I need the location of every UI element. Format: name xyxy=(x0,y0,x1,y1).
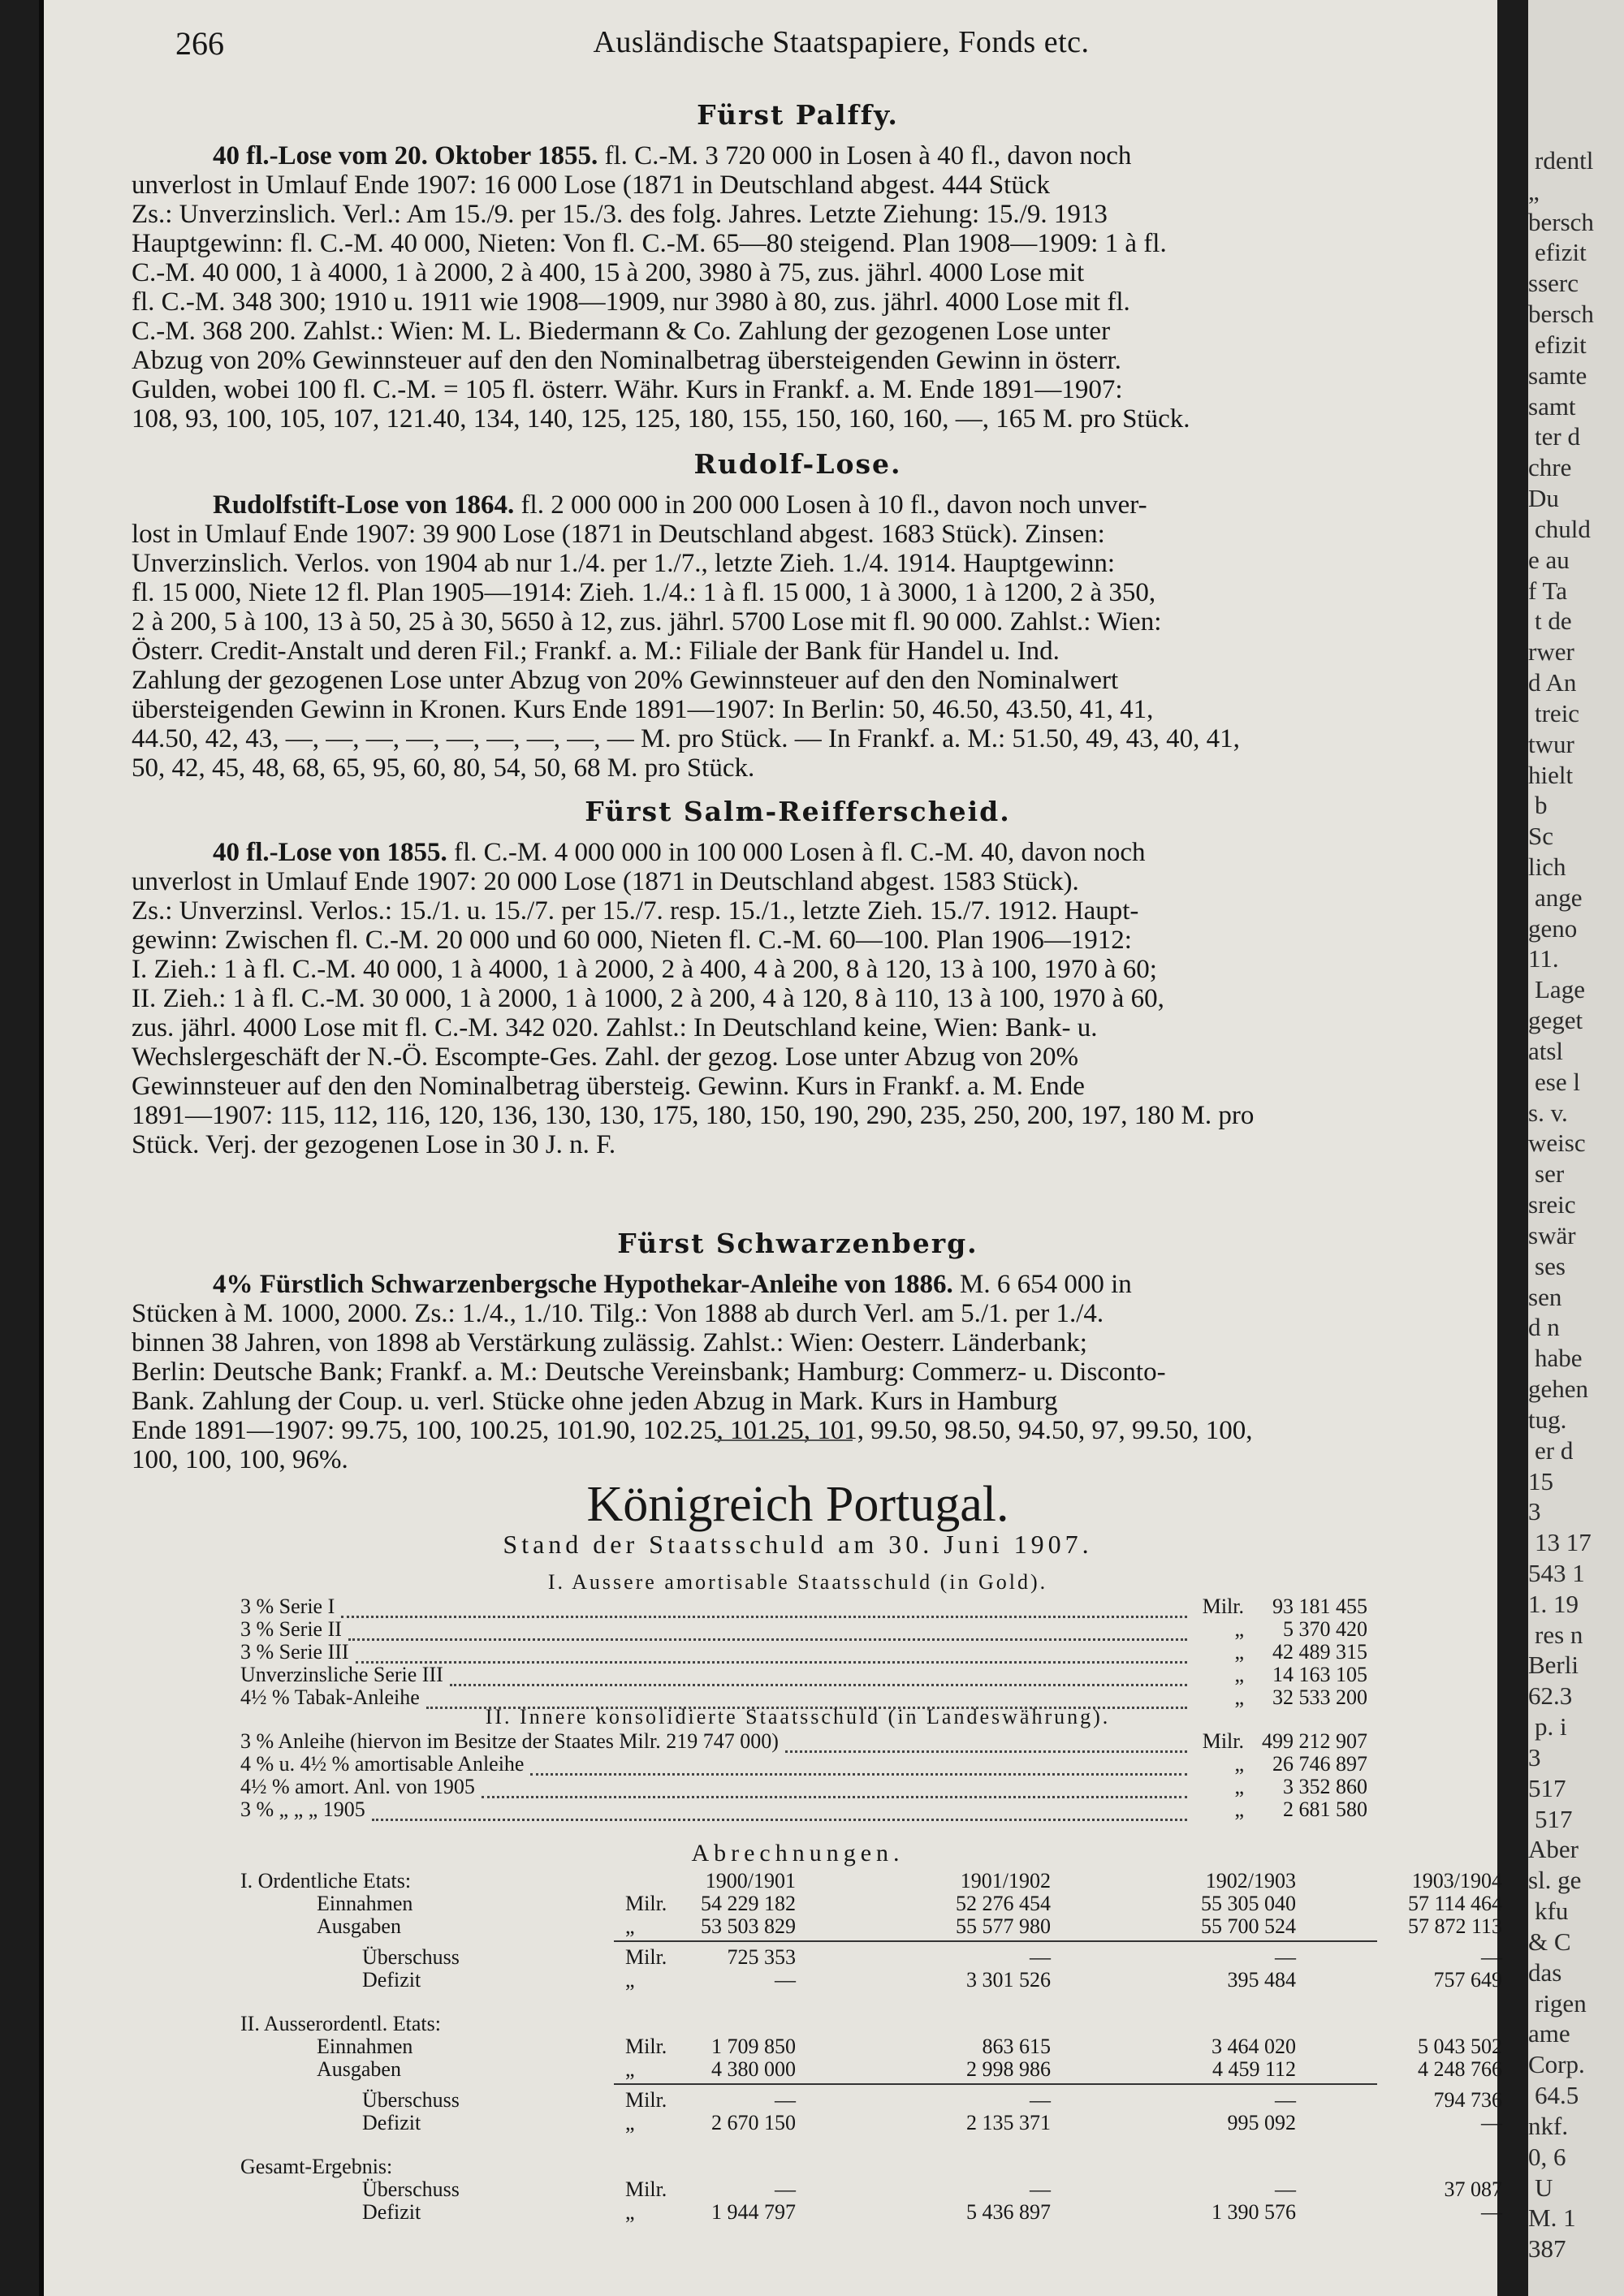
section-paragraph xyxy=(132,838,1449,1159)
section-title: Fürst Salm-Reifferscheid. xyxy=(585,796,1011,827)
etat-heading-row xyxy=(240,1869,1502,1892)
row-value: — xyxy=(1275,1945,1296,1969)
text-line: 2 à 200, 5 à 100, 13 à 50, 25 à 30, 5650 à 12, zus. jährl. 5700 Lose mit fl. 90 000. Zahlst.: Wien: xyxy=(132,607,1162,637)
text-line: Abzug von 20% Gewinnsteuer auf den den Nominalbetrag übersteigenden Gewinn in österr. xyxy=(132,346,1121,375)
fragment-text: res n xyxy=(1535,1621,1583,1649)
debt-amount: 93 181 455 xyxy=(1272,1595,1367,1618)
debt-row xyxy=(240,1752,1377,1775)
fragment-text: ter d xyxy=(1535,422,1580,451)
text-line: Zs.: Unverzinsl. Verlos.: 15./1. u. 15./7. per 15./7. resp. 15./1., letzte Zieh. 15./7. 1912. Haupt- xyxy=(132,896,1139,926)
issue-terms: fl. C.-M. 4 000 000 in 100 000 Losen à fl. C.-M. 40, davon noch xyxy=(447,838,1146,867)
debt-label: 3 % Serie II xyxy=(240,1617,342,1641)
fragment-text: samt xyxy=(1528,392,1576,421)
row-value: — xyxy=(775,2088,796,2112)
row-value: 55 700 524 xyxy=(1201,1914,1296,1938)
fragment-text: rwer xyxy=(1528,637,1574,666)
fragment-text: hielt xyxy=(1528,761,1574,789)
row-value: — xyxy=(1030,2088,1051,2112)
text-line: 1891—1907: 115, 112, 116, 120, 136, 130, 130, 175, 180, 150, 190, 290, 235, 250, 200, 197, 180 M. pro xyxy=(132,1101,1255,1130)
fragment-text: atsl xyxy=(1528,1037,1564,1065)
fragment-text: 3 xyxy=(1528,1497,1541,1526)
section-title: Fürst Schwarzenberg. xyxy=(617,1228,978,1259)
dot-leader xyxy=(785,1729,1187,1753)
row-unit: Milr. xyxy=(625,1892,667,1915)
fragment-text: bersch xyxy=(1528,300,1594,328)
fragment-text: 62.3 xyxy=(1528,1681,1573,1710)
debt-label: 3 % Anleihe (hiervon im Besitze der Staates Milr. 219 747 000) xyxy=(240,1729,779,1753)
issue-terms: fl. C.-M. 3 720 000 in Losen à 40 fl., davon noch xyxy=(598,141,1132,170)
dot-leader xyxy=(450,1663,1187,1686)
row-value: 725 353 xyxy=(727,1945,796,1969)
text-line: Gulden, wobei 100 fl. C.-M. = 105 fl. österr. Währ. Kurs in Frankf. a. M. Ende 1891—1907: xyxy=(132,375,1123,404)
fragment-text: 517 xyxy=(1528,1774,1566,1802)
row-value: 1 709 850 xyxy=(711,2035,796,2058)
row-label: Gesamt-Ergebnis: xyxy=(240,2155,393,2178)
text-line: Gewinnsteuer auf den den Nominalbetrag übersteig. Gewinn. Kurs in Frankf. a. M. Ende xyxy=(132,1072,1085,1101)
debt-unit: Milr. xyxy=(1202,1729,1244,1753)
dot-leader xyxy=(482,1775,1187,1798)
text-line xyxy=(132,490,1449,520)
fragment-text: t de xyxy=(1535,606,1572,635)
row-label: Defizit xyxy=(362,1968,421,1992)
row-unit: Milr. xyxy=(625,2035,667,2058)
fragment-text: samte xyxy=(1528,361,1587,390)
fragment-text: s. v. xyxy=(1528,1098,1568,1127)
row-value: — xyxy=(1275,2177,1296,2201)
debt-unit: Milr. xyxy=(1202,1595,1244,1618)
fragment-text: Aber xyxy=(1528,1835,1579,1863)
fragment-text: 0, 6 xyxy=(1528,2143,1566,2171)
section-paragraph xyxy=(132,1270,1449,1474)
debt-amount: 499 212 907 xyxy=(1262,1729,1367,1753)
debt-unit: „ xyxy=(1234,1752,1244,1776)
debt-label: 4½ % Tabak-Anleihe xyxy=(240,1685,420,1709)
debt-label: 4½ % amort. Anl. von 1905 xyxy=(240,1775,475,1798)
fragment-text: geno xyxy=(1528,914,1578,943)
fragment-text: treic xyxy=(1535,699,1580,727)
country-title: Königreich Portugal. xyxy=(586,1477,1009,1532)
row-value: 55 305 040 xyxy=(1201,1892,1296,1915)
debt-unit: „ xyxy=(1234,1617,1244,1641)
debt-row xyxy=(240,1663,1377,1685)
row-unit: Milr. xyxy=(625,2177,667,2201)
fragment-text: 543 1 xyxy=(1528,1559,1585,1587)
issue-name: 4% Fürstlich Schwarzenbergsche Hypothekar-Anleihe von 1886. xyxy=(213,1270,953,1299)
fragment-text: b xyxy=(1535,791,1548,819)
fragment-text: rdentl xyxy=(1535,146,1594,175)
row-value: 995 092 xyxy=(1227,2111,1296,2134)
debt-row xyxy=(240,1617,1377,1640)
text-line: Ende 1891—1907: 99.75, 100, 100.25, 101.90, 102.25, 101.25, 101, 99.50, 98.50, 94.50, 97, 99.50, 100, xyxy=(132,1416,1253,1445)
row-value: 1 944 797 xyxy=(711,2200,796,2224)
accounts-row xyxy=(240,1945,1502,1969)
debt-amount: 2 681 580 xyxy=(1283,1798,1367,1821)
text-line: C.-M. 40 000, 1 à 4000, 1 à 2000, 2 à 400, 15 à 200, 3980 à 75, zus. jährl. 4000 Lose mit xyxy=(132,258,1085,287)
debt-amount: 42 489 315 xyxy=(1272,1640,1367,1664)
row-value: 863 615 xyxy=(982,2035,1051,2058)
fragment-text: chuld xyxy=(1535,515,1591,543)
fragment-text: M. 1 xyxy=(1528,2203,1576,2232)
accounts-row xyxy=(240,2035,1502,2058)
text-line: I. Zieh.: 1 à fl. C.-M. 40 000, 1 à 4000, 1 à 2000, 2 à 400, 4 à 200, 8 à 120, 13 à 100, 1970 à 60; xyxy=(132,955,1157,984)
debt-label: Unverzinsliche Serie III xyxy=(240,1663,443,1686)
text-line: Unverzinslich. Verlos. von 1904 ab nur 1./4. per 1./7., letzte Zieh. 1./4. 1914. Hauptgewinn: xyxy=(132,549,1115,578)
fragment-text: & C xyxy=(1528,1927,1571,1956)
text-line: zus. jährl. 4000 Lose mit fl. C.-M. 342 020. Zahlst.: In Deutschland keine, Wien: Bank- u. xyxy=(132,1013,1098,1042)
debt-amount: 3 352 860 xyxy=(1283,1775,1367,1798)
fragment-text: 64.5 xyxy=(1535,2081,1579,2109)
text-line: binnen 38 Jahren, von 1898 ab Verstärkung zulässig. Zahlst.: Wien: Oesterr. Länderbank; xyxy=(132,1328,1087,1357)
row-value: 3 301 526 xyxy=(966,1968,1051,1992)
row-unit: „ xyxy=(625,2111,635,2134)
issue-name: 40 fl.-Lose vom 20. Oktober 1855. xyxy=(213,141,598,170)
issue-terms: fl. 2 000 000 in 200 000 Losen à 10 fl., davon noch unver- xyxy=(514,490,1147,520)
fragment-text: weisc xyxy=(1528,1129,1586,1157)
dot-leader xyxy=(356,1640,1187,1664)
text-line: Stück. Verj. der gezogenen Lose in 30 J. n. F. xyxy=(132,1130,616,1159)
fragment-text: 1. 19 xyxy=(1528,1590,1579,1618)
row-value: 1 390 576 xyxy=(1212,2200,1296,2224)
debt-amount: 14 163 105 xyxy=(1272,1663,1367,1686)
fragment-text: ese l xyxy=(1535,1068,1580,1096)
row-label: Ausgaben xyxy=(317,1914,401,1938)
fragment-text: d An xyxy=(1528,668,1577,697)
row-label: Defizit xyxy=(362,2200,421,2224)
row-value: — xyxy=(1481,2200,1502,2224)
fragment-text: efizit xyxy=(1535,330,1587,359)
country-subtitle: Stand der Staatsschuld am 30. Juni 1907. xyxy=(503,1530,1093,1559)
accounts-row xyxy=(240,1968,1502,1992)
fragment-text: Berli xyxy=(1528,1651,1579,1679)
fragment-text: er d xyxy=(1535,1436,1574,1465)
dot-leader xyxy=(341,1595,1187,1618)
row-value: 57 872 113 xyxy=(1407,1914,1502,1938)
row-value: 4 248 766 xyxy=(1418,2057,1502,2081)
row-value: 2 998 986 xyxy=(966,2057,1051,2081)
text-line: 44.50, 42, 43, —, —, —, —, —, —, —, —, — M. pro Stück. — In Frankf. a. M.: 51.50, 49, 43, 40, 41, xyxy=(132,724,1240,753)
debt-row xyxy=(240,1729,1377,1752)
row-unit: „ xyxy=(625,2200,635,2224)
row-value: 1902/1903 xyxy=(1205,1869,1296,1892)
row-value: 1903/1904 xyxy=(1411,1869,1502,1892)
text-line: übersteigenden Gewinn in Kronen. Kurs Ende 1891—1907: In Berlin: 50, 46.50, 43.50, 41, 41, xyxy=(132,695,1154,724)
fragment-text: tug. xyxy=(1528,1405,1567,1434)
fragment-text: 15 xyxy=(1528,1467,1553,1495)
fragment-text: e au xyxy=(1528,546,1570,574)
row-value: — xyxy=(775,1968,796,1992)
fragment-text: sen xyxy=(1528,1283,1562,1311)
row-label: I. Ordentliche Etats: xyxy=(240,1869,412,1892)
fragment-text: twur xyxy=(1528,730,1574,758)
row-value: — xyxy=(1030,1945,1051,1969)
fragment-text: sreic xyxy=(1528,1190,1576,1219)
debt-section-title: I. Aussere amortisable Staatsschuld (in Gold). xyxy=(547,1570,1048,1594)
debt-amount: 32 533 200 xyxy=(1272,1685,1367,1709)
text-line: fl. 15 000, Niete 12 fl. Plan 1905—1914: Zieh. 1./4.: 1 à fl. 15 000, 1 à 3000, 1 à 1200, 2 à 350, xyxy=(132,578,1156,607)
fragment-text: sl. ge xyxy=(1528,1866,1582,1894)
text-line: Österr. Credit-Anstalt und deren Fil.; Frankf. a. M.: Filiale der Bank für Handel u. Ind. xyxy=(132,637,1060,666)
dot-leader xyxy=(372,1798,1187,1821)
fragment-text: „ xyxy=(1528,177,1540,205)
row-value: 52 276 454 xyxy=(956,1892,1051,1915)
debt-label: 3 % Serie III xyxy=(240,1640,349,1664)
debt-unit: „ xyxy=(1234,1775,1244,1798)
row-unit: Milr. xyxy=(625,1945,667,1969)
section-title: Rudolf-Lose. xyxy=(693,448,902,480)
text-line: Stücken à M. 1000, 2000. Zs.: 1./4., 1./10. Tilg.: Von 1888 ab durch Verl. am 5./1. per 1./4. xyxy=(132,1299,1104,1328)
row-value: 2 135 371 xyxy=(966,2111,1051,2134)
etat-heading-row xyxy=(240,2155,1377,2177)
text-line: 108, 93, 100, 105, 107, 121.40, 134, 140, 125, 125, 180, 155, 150, 160, 160, —, 165 M. pro Stück. xyxy=(132,404,1190,434)
row-unit: Milr. xyxy=(625,2088,667,2112)
debt-unit: „ xyxy=(1234,1798,1244,1821)
dot-leader xyxy=(348,1617,1187,1641)
fragment-text: Corp. xyxy=(1528,2050,1585,2078)
running-title: Ausländische Staatspapiere, Fonds etc. xyxy=(593,25,1090,59)
text-line: 50, 42, 45, 48, 68, 65, 95, 60, 80, 54, 50, 68 M. pro Stück. xyxy=(132,753,755,783)
row-value: — xyxy=(1030,2177,1051,2201)
fragment-text: 11. xyxy=(1528,944,1559,973)
fragment-text: 517 xyxy=(1535,1805,1573,1833)
fragment-text: Lage xyxy=(1535,975,1585,1003)
row-value: 395 484 xyxy=(1227,1968,1296,1992)
row-value: 794 736 xyxy=(1433,2088,1502,2112)
text-line: Hauptgewinn: fl. C.-M. 40 000, Nieten: Von fl. C.-M. 65—80 steigend. Plan 1908—1909: 1 à fl. xyxy=(132,229,1167,258)
debt-unit: „ xyxy=(1234,1663,1244,1686)
row-label: Ausgaben xyxy=(317,2057,401,2081)
row-label: Überschuss xyxy=(362,1945,460,1969)
text-line: unverlost in Umlauf Ende 1907: 20 000 Lose (1871 in Deutschland abgest. 1583 Stück). xyxy=(132,867,1079,896)
running-header xyxy=(175,24,1507,62)
debt-row xyxy=(240,1798,1377,1820)
row-label: Einnahmen xyxy=(317,1892,413,1915)
etat-heading-row xyxy=(240,2012,1377,2035)
row-value: 1901/1902 xyxy=(960,1869,1051,1892)
fragment-text: ame xyxy=(1528,2019,1570,2048)
section-divider xyxy=(715,1439,853,1441)
row-label: Überschuss xyxy=(362,2088,460,2112)
fragment-text: d n xyxy=(1528,1313,1560,1341)
issue-terms: M. 6 654 000 in xyxy=(952,1270,1132,1299)
debt-label: 3 % „ „ „ 1905 xyxy=(240,1798,365,1821)
fragment-text: efizit xyxy=(1535,238,1587,266)
text-line xyxy=(132,838,1449,867)
row-value: 37 087 xyxy=(1444,2177,1502,2201)
fragment-text: sserc xyxy=(1528,269,1579,297)
row-value: 1900/1901 xyxy=(705,1869,796,1892)
section-paragraph xyxy=(132,490,1449,783)
debt-row xyxy=(240,1775,1377,1798)
debt-label: 4 % u. 4½ % amortisable Anleihe xyxy=(240,1752,525,1776)
text-line: Wechslergeschäft der N.-Ö. Escompte-Ges. Zahl. der gezog. Lose unter Abzug von 20% xyxy=(132,1042,1079,1072)
row-value: 757 649 xyxy=(1433,1968,1502,1992)
fragment-text: f Ta xyxy=(1528,576,1568,605)
fragment-text: gehen xyxy=(1528,1375,1589,1403)
accounts-row xyxy=(240,1892,1502,1915)
accounts-row xyxy=(240,2200,1502,2224)
fragment-text: 387 xyxy=(1528,2234,1566,2263)
accounts-row xyxy=(240,2057,1502,2081)
accounts-row xyxy=(240,2111,1502,2134)
adjacent-page-strip xyxy=(1528,0,1624,2296)
fragment-text: chre xyxy=(1528,453,1572,481)
row-value: — xyxy=(1275,2088,1296,2112)
debt-row xyxy=(240,1595,1377,1617)
fragment-text: 3 xyxy=(1528,1743,1541,1772)
text-line: C.-M. 368 200. Zahlst.: Wien: M. L. Biedermann & Co. Zahlung der gezogenen Lose unter xyxy=(132,317,1111,346)
row-unit: „ xyxy=(625,2057,635,2081)
text-line: Zahlung der gezogenen Lose unter Abzug von 20% Gewinnsteuer auf den den Nominalwert xyxy=(132,666,1119,695)
fragment-text: bersch xyxy=(1528,208,1594,236)
row-unit: „ xyxy=(625,1914,635,1938)
row-value: — xyxy=(1481,1945,1502,1969)
fragment-text: lich xyxy=(1528,852,1566,881)
accounts-row xyxy=(240,2088,1502,2112)
fragment-text: das xyxy=(1528,1958,1562,1987)
text-line: lost in Umlauf Ende 1907: 39 900 Lose (1871 in Deutschland abgest. 1683 Stück). Zinsen: xyxy=(132,520,1105,549)
debt-row xyxy=(240,1640,1377,1663)
row-label: Einnahmen xyxy=(317,2035,413,2058)
page-number: 266 xyxy=(175,25,224,62)
debt-label: 3 % Serie I xyxy=(240,1595,335,1618)
fragment-text: rigen xyxy=(1535,1989,1587,2018)
text-line xyxy=(132,141,1449,170)
debt-unit: „ xyxy=(1234,1640,1244,1664)
fragment-text: U xyxy=(1535,2173,1553,2202)
debt-unit: „ xyxy=(1234,1685,1244,1709)
fragment-text: nkf. xyxy=(1528,2112,1569,2140)
fragment-text: kfu xyxy=(1535,1897,1569,1925)
text-line: 100, 100, 100, 96%. xyxy=(132,1445,348,1474)
fragment-text: 13 17 xyxy=(1535,1528,1592,1556)
text-line: Zs.: Unverzinslich. Verl.: Am 15./9. per 15./3. des folg. Jahres. Letzte Ziehung: 15./9. 1913 xyxy=(132,200,1108,229)
issue-name: Rudolfstift-Lose von 1864. xyxy=(213,490,515,520)
row-value: 54 229 182 xyxy=(701,1892,796,1915)
row-label: II. Ausserordentl. Etats: xyxy=(240,2012,441,2035)
row-value: 4 380 000 xyxy=(711,2057,796,2081)
fragment-text: geget xyxy=(1528,1006,1583,1034)
section-paragraph xyxy=(132,141,1449,434)
fragment-text: swär xyxy=(1528,1221,1576,1249)
row-value: 2 670 150 xyxy=(711,2111,796,2134)
row-value: 57 114 464 xyxy=(1407,1892,1502,1915)
text-line: fl. C.-M. 348 300; 1910 u. 1911 wie 1908—1909, nur 3980 à 80, zus. jährl. 4000 Lose mit fl. xyxy=(132,287,1130,317)
row-value: 55 577 980 xyxy=(956,1914,1051,1938)
section-title: Fürst Palffy. xyxy=(697,99,899,131)
row-label: Defizit xyxy=(362,2111,421,2134)
row-value: 3 464 020 xyxy=(1212,2035,1296,2058)
accounts-row xyxy=(240,1914,1502,1938)
row-unit: „ xyxy=(625,1968,635,1992)
accounts-title: Abrechnungen. xyxy=(691,1840,905,1867)
text-line: gewinn: Zwischen fl. C.-M. 20 000 und 60 000, Nieten fl. C.-M. 60—100. Plan 1906—1912: xyxy=(132,926,1132,955)
fragment-text: habe xyxy=(1535,1344,1583,1372)
table-rule xyxy=(614,1940,1377,1942)
row-value: 53 503 829 xyxy=(701,1914,796,1938)
text-line: unverlost in Umlauf Ende 1907: 16 000 Lose (1871 in Deutschland abgest. 444 Stück xyxy=(132,170,1050,200)
debt-amount: 26 746 897 xyxy=(1272,1752,1367,1776)
accounts-row xyxy=(240,2177,1502,2201)
fragment-text: ser xyxy=(1535,1159,1565,1188)
issue-name: 40 fl.-Lose von 1855. xyxy=(213,838,447,867)
row-value: — xyxy=(775,2177,796,2201)
row-value: — xyxy=(1481,2111,1502,2134)
fragment-text: ses xyxy=(1535,1252,1566,1280)
row-value: 5 436 897 xyxy=(966,2200,1051,2224)
debt-amount: 5 370 420 xyxy=(1283,1617,1367,1641)
fragment-text: Sc xyxy=(1528,822,1553,850)
row-value: 5 043 502 xyxy=(1418,2035,1502,2058)
dot-leader xyxy=(530,1752,1187,1776)
text-line: Bank. Zahlung der Coup. u. verl. Stücke ohne jeden Abzug in Mark. Kurs in Hamburg xyxy=(132,1387,1058,1416)
fragment-text: p. i xyxy=(1535,1712,1567,1741)
text-line xyxy=(132,1270,1449,1299)
text-line: Berlin: Deutsche Bank; Frankf. a. M.: Deutsche Vereinsbank; Hamburg: Commerz- u. Disconto- xyxy=(132,1357,1166,1387)
row-value: 4 459 112 xyxy=(1212,2057,1296,2081)
debt-section-title: II. Innere konsolidierte Staatsschuld (in Landeswährung). xyxy=(485,1705,1111,1728)
fragment-text: Du xyxy=(1528,484,1559,512)
table-rule xyxy=(614,2083,1377,2085)
row-label: Überschuss xyxy=(362,2177,460,2201)
text-line: II. Zieh.: 1 à fl. C.-M. 30 000, 1 à 2000, 1 à 1000, 2 à 200, 4 à 120, 8 à 110, 13 à 100, 1970 à 60, xyxy=(132,984,1164,1013)
fragment-text: ange xyxy=(1535,883,1583,912)
